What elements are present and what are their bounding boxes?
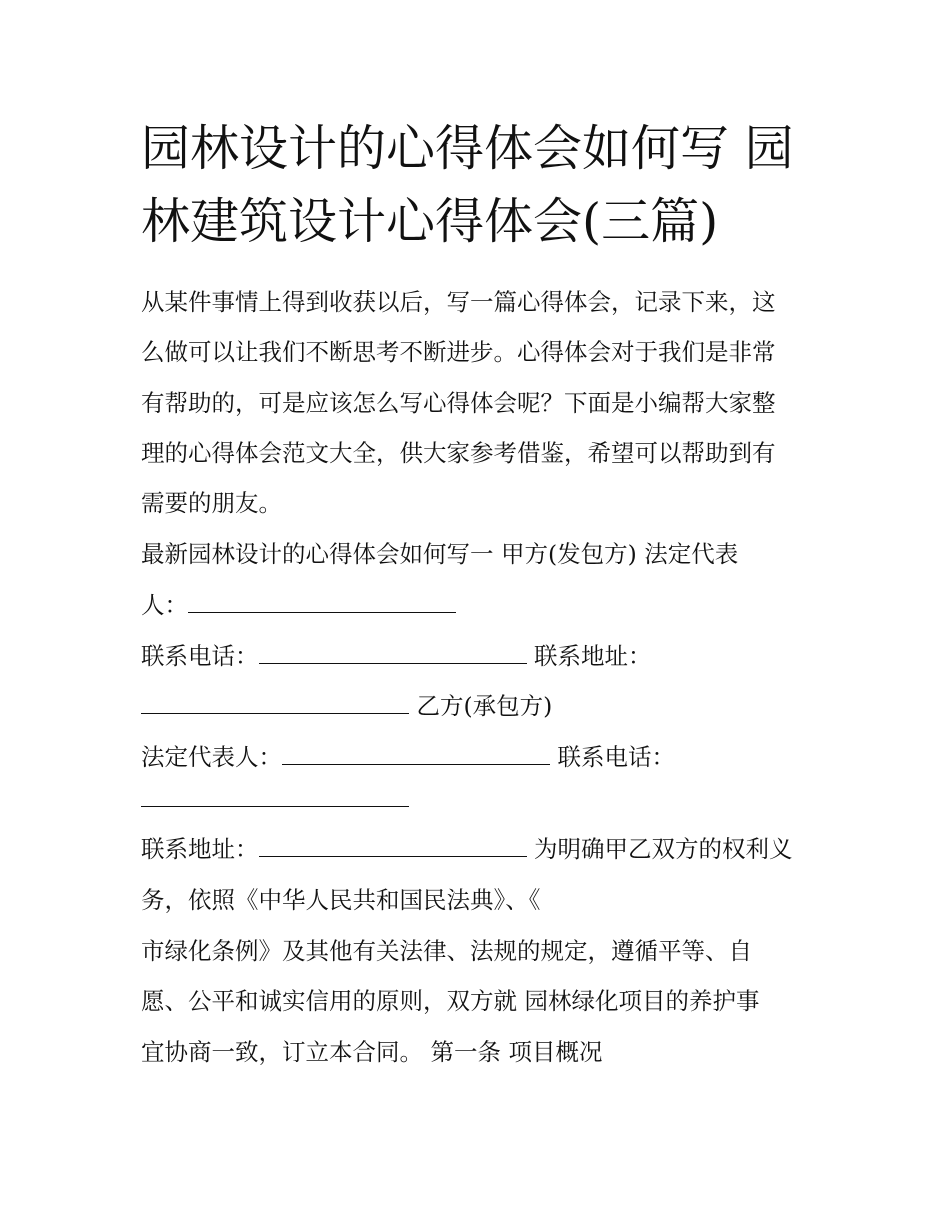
party-b-address-row — [141, 833, 792, 865]
title-line-1: 园林设计的心得体会如何写 园 — [141, 120, 794, 177]
party-a-address-label: 联系地址： — [533, 642, 652, 670]
party-a-phone-label: 联系电话： — [141, 642, 259, 670]
party-b-address-label: 联系地址： — [141, 835, 259, 863]
party-a-representative-row — [141, 589, 456, 621]
party-b-representative-label: 法定代表人： — [141, 743, 282, 771]
document-title — [141, 112, 821, 258]
intro-line-4: 理的心得体会范文大全，供大家参考借鉴，希望可以帮助到有 — [141, 439, 776, 467]
intro-line-1: 从某件事情上得到收获以后，写一篇心得体会，记录下来，这 — [141, 288, 776, 316]
section-heading: 最新园林设计的心得体会如何写一 甲方(发包方) 法定代表 — [141, 540, 739, 568]
body-line-1: 务，依照《中华人民共和国民法典》、《 — [141, 886, 541, 914]
party-b-representative-blank — [282, 742, 550, 765]
party-a-phone-blank — [259, 641, 527, 664]
intro-line-2: 么做可以让我们不断思考不断进步。心得体会对于我们是非常 — [141, 338, 776, 366]
party-b-label: 乙方(承包方) — [416, 692, 553, 720]
party-a-contact-row — [141, 640, 651, 672]
purpose-text: 为明确甲乙双方的权利义 — [533, 835, 793, 863]
intro-line-3: 有帮助的，可是应该怎么写心得体会呢？下面是小编帮大家整 — [141, 389, 776, 417]
party-b-address-blank — [259, 834, 527, 857]
party-b-row — [141, 690, 552, 722]
party-b-phone-row — [141, 783, 409, 815]
party-b-phone-blank — [141, 784, 409, 807]
party-b-representative-row — [141, 741, 675, 773]
party-b-phone-label: 联系电话： — [557, 743, 675, 771]
party-a-address-blank — [141, 691, 409, 714]
party-a-representative-label: 人： — [141, 591, 188, 619]
title-line-2: 林建筑设计心得体会(三篇) — [141, 193, 719, 250]
body-line-3: 愿、公平和诚实信用的原则，双方就 园林绿化项目的养护事 — [141, 987, 760, 1015]
body-line-2: 市绿化条例》及其他有关法律、法规的规定，遵循平等、自 — [141, 937, 752, 965]
body-line-4: 宜协商一致，订立本合同。 第一条 项目概况 — [141, 1038, 603, 1066]
intro-line-5: 需要的朋友。 — [141, 489, 282, 517]
party-a-representative-blank — [188, 590, 456, 613]
